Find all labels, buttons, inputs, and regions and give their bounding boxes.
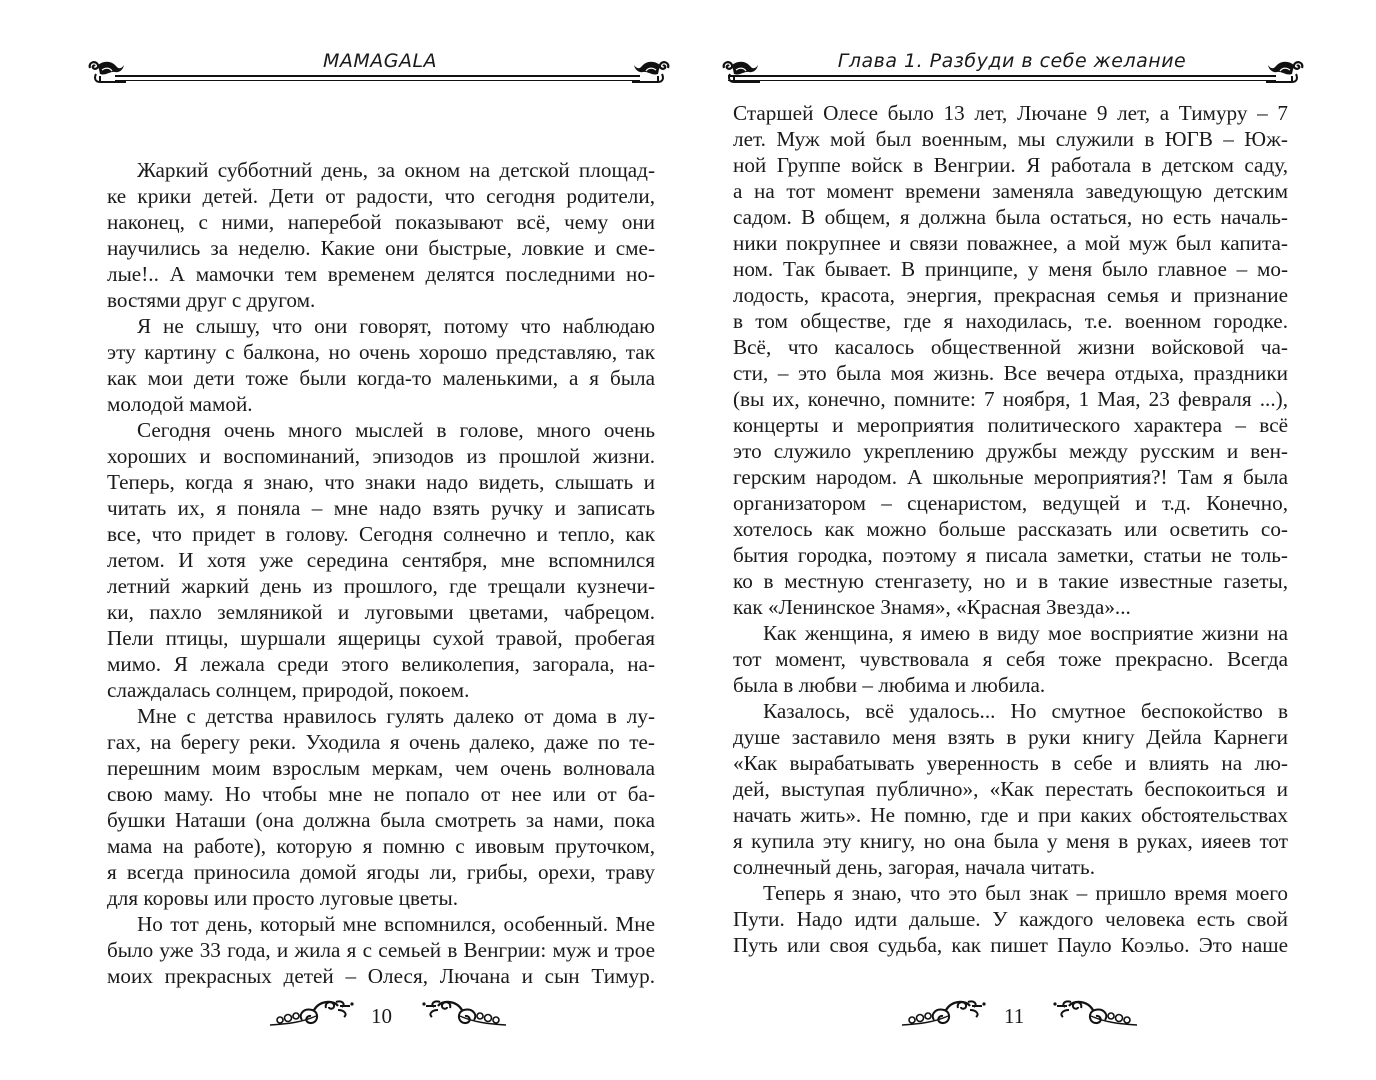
text-line: лодость, красота, энергия, прекрасная семья и признание xyxy=(733,283,1288,307)
text-line: я купила эту книгу, но она была у меня в руках, ияеев тот xyxy=(733,829,1288,853)
scroll-flourish-icon xyxy=(720,58,762,86)
scroll-flourish-icon xyxy=(1264,58,1306,86)
text-line: Сегодня очень много мыслей в голове, много очень xyxy=(137,418,655,442)
text-line: это служило укреплению дружбы между русским и вен- xyxy=(733,439,1288,463)
text-line: лет. Муж мой был военным, мы служили в ЮГВ – Юж- xyxy=(733,127,1288,151)
text-line: тот момент, чувствовала я себя тоже прекрасно. Всегда xyxy=(733,647,1288,671)
text-line: я всегда приносила домой ягоды ли, грибы, орехи, траву xyxy=(107,860,655,884)
text-line: Мне с детства нравилось гулять далеко от дома в лу- xyxy=(137,704,655,728)
text-line: летний жаркий день из прошлого, где трещали кузнечи- xyxy=(107,574,655,598)
running-head-author: MAMAGALA xyxy=(322,50,438,72)
text-line: ки, пахло земляникой и луговыми цветами, чабрецом. xyxy=(107,600,655,624)
text-line: Казалось, всё удалось... Но смутное беспокойство в xyxy=(763,699,1288,723)
text-line: сти, – это была моя жизнь. Все вечера отдыха, праздники xyxy=(733,361,1288,385)
paragraph xyxy=(107,313,655,417)
text-line: Теперь я знаю, что это был знак – пришло время моего xyxy=(763,881,1288,905)
text-line: как мои дети тоже были когда-то маленькими, а я была xyxy=(107,366,655,390)
scroll-flourish-icon xyxy=(630,58,672,86)
text-line: наконец, с ними, наперебой показывают всё, чему они xyxy=(107,210,655,234)
text-line: начать жить». Не помню, где и при каких обстоятельствах xyxy=(733,803,1288,827)
text-line: свою маму. Но чтобы мне не попало от нее или от ба- xyxy=(107,782,655,806)
text-line: мама на работе), которую я помню с ивовым пруточком, xyxy=(107,834,655,858)
text-line: «Как вырабатывать уверенность в себе и влиять на лю- xyxy=(733,751,1288,775)
text-line: Всё, что касалось общественной жизни войсковой ча- xyxy=(733,335,1288,359)
text-line: садом. В общем, я должна была остаться, но есть началь- xyxy=(733,205,1288,229)
text-line: Жаркий субботний день, за окном на детской площад- xyxy=(137,158,655,182)
text-line: читать их, я поняла – мне надо взять ручку и записать xyxy=(107,496,655,520)
text-line: мимо. Я лежала среди этого великолепия, загорала, на- xyxy=(107,652,655,676)
vine-flourish-icon xyxy=(1049,998,1139,1028)
text-line: Старшей Олесе было 13 лет, Лючане 9 лет, а Тимуру – 7 xyxy=(733,101,1288,125)
text-line: (вы их, конечно, помните: 7 ноября, 1 Мая, 23 февраля ...), xyxy=(733,387,1288,411)
text-line: эту картину с балкона, но очень хорошо представляю, так xyxy=(107,340,655,364)
text-line: ко в местную стенгазету, но и в такие известные газеты, xyxy=(733,569,1288,593)
text-line: солнечный день, загорая, начала читать. xyxy=(733,855,1096,879)
text-line: а на тот момент времени заменяла заведующую детским xyxy=(733,179,1288,203)
text-line: было уже 33 года, и жила я с семьей в Венгрии: муж и трое xyxy=(107,938,655,962)
page-footer xyxy=(0,998,688,1038)
text-line: как «Ленинское Знамя», «Красная Звезда»... xyxy=(733,595,1131,619)
text-line: ники покрупнее и связи поважнее, а мой муж был капита- xyxy=(733,231,1288,255)
text-line: концерты и мероприятия политического характера – всё xyxy=(733,413,1288,437)
text-line: была в любви – любима и любила. xyxy=(733,673,1046,697)
text-line: бушки Наташи (она должна была смотреть за нами, пока xyxy=(107,808,655,832)
body-text xyxy=(733,100,1288,958)
paragraph xyxy=(107,703,655,911)
text-line: в том обществе, где я находилась, т.е. военном городке. xyxy=(733,309,1288,333)
text-line: Пути. Надо идти дальше. У каждого человека есть свой xyxy=(733,907,1288,931)
text-line: организатором – сценаристом, ведущей и т.д. Конечно, xyxy=(733,491,1288,515)
text-line: хороших и воспоминаний, эпизодов из прошлой жизни. xyxy=(107,444,655,468)
text-line: Но тот день, который мне вспомнился, особенный. Мне xyxy=(137,912,655,936)
page-number: 11 xyxy=(1004,1004,1025,1028)
text-line: ном. Так бывает. В принципе, у меня было главное – мо- xyxy=(733,257,1288,281)
text-line: моих прекрасных детей – Олеся, Лючана и сын Тимур. xyxy=(107,964,655,988)
running-head-chapter: Глава 1. Разбуди в себе желание xyxy=(837,50,1187,72)
header-rule xyxy=(728,75,1276,81)
text-line: востями друг с другом. xyxy=(107,288,316,312)
text-line: для коровы или просто луговые цветы. xyxy=(107,886,459,910)
text-line: молодой мамой. xyxy=(107,392,253,416)
paragraph xyxy=(107,911,655,989)
text-line: ной Группе войск в Венгрии. Я работала в детском саду, xyxy=(733,153,1288,177)
text-line: Теперь, когда я знаю, что знаки надо видеть, слышать и xyxy=(107,470,655,494)
text-line: Я не слышу, что они говорят, потому что наблюдаю xyxy=(137,314,655,338)
text-line: Как женщина, я имею в виду мое восприятие жизни на xyxy=(763,621,1288,645)
text-line: бытия городка, поэтому я писала заметки, статьи не толь- xyxy=(733,543,1288,567)
text-line: дей, выступая публично», «Как перестать беспокоиться и xyxy=(733,777,1288,801)
scroll-flourish-icon xyxy=(86,58,128,86)
paragraph xyxy=(733,620,1288,698)
paragraph xyxy=(733,880,1288,958)
text-line: летом. И хотя уже середина сентября, мне вспомнился xyxy=(107,548,655,572)
text-line: душе заставило меня взять в руки книгу Дейла Карнеги xyxy=(733,725,1288,749)
body-text xyxy=(107,157,655,989)
text-line: перешним моим взрослым меркам, чем очень волновала xyxy=(107,756,655,780)
paragraph xyxy=(733,698,1288,880)
text-line: все, что придет в голову. Сегодня солнечно и тепло, как xyxy=(107,522,655,546)
text-line: гах, на берегу реки. Уходила я очень далеко, даже по те- xyxy=(107,730,655,754)
vine-flourish-icon xyxy=(268,998,358,1028)
header-rule xyxy=(115,75,640,81)
page-number: 10 xyxy=(371,1004,392,1028)
paragraph xyxy=(107,157,655,313)
text-line: Пели птицы, шуршали ящерицы сухой травой, пробегая xyxy=(107,626,655,650)
text-line: слаждалась солнцем, природой, покоем. xyxy=(107,678,470,702)
text-line: герским народом. А школьные мероприятия?! Там я была xyxy=(733,465,1288,489)
text-line: лые!.. А мамочки тем временем делятся последними но- xyxy=(107,262,655,286)
text-line: научились за неделю. Какие они быстрые, ловкие и сме- xyxy=(107,236,655,260)
text-line: ке крики детей. Дети от радости, что сегодня родители, xyxy=(107,184,655,208)
page-footer xyxy=(688,998,1376,1038)
text-line: хотелось как можно больше рассказать или осветить со- xyxy=(733,517,1288,541)
right-page xyxy=(688,0,1376,1080)
paragraph xyxy=(107,417,655,703)
paragraph xyxy=(733,100,1288,620)
text-line: Путь или своя судьба, как пишет Пауло Коэльо. Это наше xyxy=(733,933,1288,957)
vine-flourish-icon xyxy=(418,998,508,1028)
vine-flourish-icon xyxy=(900,998,990,1028)
